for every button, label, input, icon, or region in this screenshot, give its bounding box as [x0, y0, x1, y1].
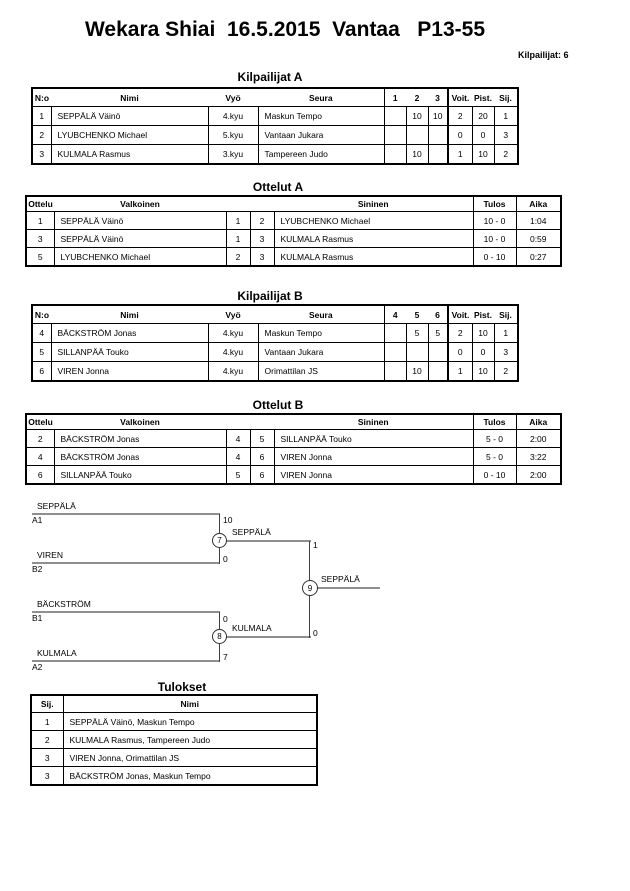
cell: KULMALA Rasmus — [274, 230, 473, 248]
bracket-line — [32, 611, 220, 613]
cell: 6 — [26, 466, 54, 485]
cell: 2 — [226, 248, 250, 267]
column-header: 5 — [406, 305, 428, 324]
column-header: Seura — [258, 305, 384, 324]
cell: 1 — [448, 362, 472, 382]
bracket-seed-label: A1 — [32, 515, 43, 525]
cell: 4.kyu — [208, 362, 258, 382]
column-header: Sij. — [494, 305, 518, 324]
table-row — [32, 145, 518, 165]
table-row — [31, 713, 317, 731]
cell: 4.kyu — [208, 343, 258, 362]
column-header: Pist. — [472, 88, 494, 107]
cell: 10 - 0 — [473, 212, 516, 230]
cell: 10 — [428, 107, 448, 126]
section-title-kilpailijat-a: Kilpailijat A — [237, 70, 303, 84]
cell: 2 — [31, 731, 63, 749]
cell: 3:22 — [516, 448, 561, 466]
cell: 0 — [448, 126, 472, 145]
cell: 10 — [472, 362, 494, 382]
column-header: Vyö — [208, 305, 258, 324]
cell: 6 — [32, 362, 51, 382]
bracket-line — [32, 513, 220, 515]
cell: SILLANPÄÄ Touko — [54, 466, 226, 485]
cell: SILLANPÄÄ Touko — [274, 430, 473, 448]
cell: 2 — [26, 430, 54, 448]
column-header: Nimi — [51, 305, 208, 324]
bracket-winner-name: SEPPÄLÄ — [232, 527, 271, 537]
cell: 1 — [226, 230, 250, 248]
cell: 5 — [428, 324, 448, 343]
cell: 10 — [406, 145, 428, 165]
column-header — [250, 196, 274, 212]
table-row — [32, 107, 518, 126]
table-row — [31, 749, 317, 767]
table-row — [31, 767, 317, 786]
cell: 0 - 10 — [473, 248, 516, 267]
cell: 1 — [32, 107, 51, 126]
column-header — [226, 196, 250, 212]
cell: 5 — [250, 430, 274, 448]
column-header: Ottelu — [26, 196, 54, 212]
table-row — [26, 248, 561, 267]
cell: 5 — [226, 466, 250, 485]
table-row — [31, 731, 317, 749]
cell: 10 — [472, 145, 494, 165]
cell: 20 — [472, 107, 494, 126]
cell: 10 — [472, 324, 494, 343]
column-header: N:o — [32, 305, 51, 324]
table-row — [26, 230, 561, 248]
cell: 3 — [26, 230, 54, 248]
column-header: Tulos — [473, 196, 516, 212]
column-header: Nimi — [63, 695, 317, 713]
column-header: Sininen — [274, 196, 473, 212]
column-header: Aika — [516, 414, 561, 430]
column-header: Pist. — [472, 305, 494, 324]
cell: KULMALA Rasmus — [51, 145, 208, 165]
column-header: Voit. — [448, 88, 472, 107]
column-header: Ottelu — [26, 414, 54, 430]
cell: 2 — [32, 126, 51, 145]
cell: 6 — [250, 466, 274, 485]
cell: BÄCKSTRÖM Jonas — [54, 448, 226, 466]
cell: 0 — [472, 126, 494, 145]
cell: 2 — [494, 362, 518, 382]
column-header: Sininen — [274, 414, 473, 430]
section-title-ottelut-a: Ottelut A — [252, 180, 304, 194]
column-header: N:o — [32, 88, 51, 107]
column-header: Valkoinen — [54, 196, 226, 212]
cell: VIREN Jonna — [274, 466, 473, 485]
cell: 4 — [226, 430, 250, 448]
match-number-circle: 8 — [212, 629, 227, 644]
bracket-seed-label: B1 — [32, 613, 43, 623]
cell: 10 — [406, 362, 428, 382]
cell: 3 — [250, 230, 274, 248]
cell: 2 — [494, 145, 518, 165]
cell: 4 — [26, 448, 54, 466]
cell: 10 - 0 — [473, 230, 516, 248]
cell: LYUBCHENKO Michael — [51, 126, 208, 145]
bracket-line — [310, 587, 380, 589]
bracket-winner-name: KULMALA — [232, 623, 272, 633]
cell: 4 — [32, 324, 51, 343]
bracket-competitor-name: VIREN — [37, 550, 63, 560]
cell: SEPPÄLÄ Väinö — [54, 212, 226, 230]
header-row — [31, 695, 317, 713]
cell: 4 — [226, 448, 250, 466]
cell — [384, 343, 406, 362]
ottelut-a-table — [25, 195, 562, 267]
cell: 2:00 — [516, 466, 561, 485]
column-header: Nimi — [51, 88, 208, 107]
competitor-count: Kilpailijat: 6 — [518, 50, 569, 60]
column-header: 3 — [428, 88, 448, 107]
bracket-score: 7 — [223, 652, 228, 662]
cell: 4.kyu — [208, 107, 258, 126]
cell: SILLANPÄÄ Touko — [51, 343, 208, 362]
bracket-winner-name: SEPPÄLÄ — [321, 574, 360, 584]
cell: 1 — [26, 212, 54, 230]
header-row — [32, 305, 518, 324]
cell — [406, 343, 428, 362]
bracket-seed-label: A2 — [32, 662, 43, 672]
column-header: Seura — [258, 88, 384, 107]
column-header — [250, 414, 274, 430]
cell: 1:04 — [516, 212, 561, 230]
column-header: Valkoinen — [54, 414, 226, 430]
cell: 3 — [494, 343, 518, 362]
bracket-score: 0 — [313, 628, 318, 638]
cell: 3 — [31, 767, 63, 786]
cell — [384, 362, 406, 382]
bracket-line — [32, 562, 220, 564]
bracket-competitor-name: BÄCKSTRÖM — [37, 599, 91, 609]
table-row — [32, 362, 518, 382]
cell: VIREN Jonna, Orimattilan JS — [63, 749, 317, 767]
bracket-line — [32, 660, 220, 662]
cell: BÄCKSTRÖM Jonas — [51, 324, 208, 343]
cell: 1 — [226, 212, 250, 230]
bracket-line — [220, 636, 311, 638]
cell: 2 — [448, 107, 472, 126]
column-header: Sij. — [31, 695, 63, 713]
cell: Orimattilan JS — [258, 362, 384, 382]
cell: 3 — [31, 749, 63, 767]
cell: VIREN Jonna — [51, 362, 208, 382]
column-header: Aika — [516, 196, 561, 212]
cell: 5 — [406, 324, 428, 343]
bracket-seed-label: B2 — [32, 564, 43, 574]
cell: 5 — [26, 248, 54, 267]
cell — [384, 324, 406, 343]
kilpailijat-b-table — [31, 304, 519, 382]
column-header: 2 — [406, 88, 428, 107]
bracket-score: 10 — [223, 515, 233, 525]
cell: Maskun Tempo — [258, 107, 384, 126]
cell: 10 — [406, 107, 428, 126]
cell — [428, 343, 448, 362]
cell: KULMALA Rasmus — [274, 248, 473, 267]
table-row — [32, 126, 518, 145]
header-row — [26, 196, 561, 212]
cell: 5 - 0 — [473, 448, 516, 466]
cell: 3 — [250, 248, 274, 267]
cell — [428, 126, 448, 145]
ottelut-b-table — [25, 413, 562, 485]
cell: 3 — [32, 145, 51, 165]
cell — [384, 126, 406, 145]
table-row — [26, 448, 561, 466]
table-row — [32, 343, 518, 362]
kilpailijat-a-table — [31, 87, 519, 165]
cell: Vantaan Jukara — [258, 343, 384, 362]
cell: Maskun Tempo — [258, 324, 384, 343]
column-header: Sij. — [494, 88, 518, 107]
cell: 0:59 — [516, 230, 561, 248]
cell: Tampereen Judo — [258, 145, 384, 165]
cell: 4.kyu — [208, 324, 258, 343]
cell: 1 — [448, 145, 472, 165]
cell: 3.kyu — [208, 145, 258, 165]
column-header: Voit. — [448, 305, 472, 324]
tulokset-table — [30, 694, 318, 786]
cell — [384, 145, 406, 165]
table-row — [26, 466, 561, 485]
cell: LYUBCHENKO Michael — [274, 212, 473, 230]
column-header: Vyö — [208, 88, 258, 107]
cell: 2 — [448, 324, 472, 343]
cell: 0 — [448, 343, 472, 362]
column-header: Tulos — [473, 414, 516, 430]
cell: 5.kyu — [208, 126, 258, 145]
cell: KULMALA Rasmus, Tampereen Judo — [63, 731, 317, 749]
cell: 5 - 0 — [473, 430, 516, 448]
cell: 0 — [472, 343, 494, 362]
cell: 3 — [494, 126, 518, 145]
table-row — [32, 324, 518, 343]
section-title-tulokset: Tulokset — [157, 680, 207, 694]
cell: BÄCKSTRÖM Jonas, Maskun Tempo — [63, 767, 317, 786]
section-title-ottelut-b: Ottelut B — [252, 398, 304, 412]
cell: 2:00 — [516, 430, 561, 448]
column-header: 6 — [428, 305, 448, 324]
cell — [428, 145, 448, 165]
bracket-score: 0 — [223, 614, 228, 624]
header-row — [32, 88, 518, 107]
cell: 0 - 10 — [473, 466, 516, 485]
cell: 5 — [32, 343, 51, 362]
match-number-circle: 7 — [212, 533, 227, 548]
cell: SEPPÄLÄ Väinö — [51, 107, 208, 126]
section-title-kilpailijat-b: Kilpailijat B — [237, 289, 303, 303]
cell — [406, 126, 428, 145]
bracket-competitor-name: SEPPÄLÄ — [37, 501, 76, 511]
bracket-line — [220, 540, 311, 542]
cell: VIREN Jonna — [274, 448, 473, 466]
column-header: 1 — [384, 88, 406, 107]
cell — [428, 362, 448, 382]
match-number-circle: 9 — [302, 580, 318, 596]
cell: 1 — [31, 713, 63, 731]
table-row — [26, 430, 561, 448]
header-row — [26, 414, 561, 430]
cell: Vantaan Jukara — [258, 126, 384, 145]
cell: LYUBCHENKO Michael — [54, 248, 226, 267]
page-title: Wekara Shiai 16.5.2015 Vantaa P13-55 — [84, 18, 486, 41]
cell: 6 — [250, 448, 274, 466]
bracket-score: 1 — [313, 540, 318, 550]
cell — [384, 107, 406, 126]
cell: SEPPÄLÄ Väinö, Maskun Tempo — [63, 713, 317, 731]
cell: BÄCKSTRÖM Jonas — [54, 430, 226, 448]
column-header — [226, 414, 250, 430]
cell: SEPPÄLÄ Väinö — [54, 230, 226, 248]
column-header: 4 — [384, 305, 406, 324]
bracket-competitor-name: KULMALA — [37, 648, 77, 658]
cell: 1 — [494, 324, 518, 343]
table-row — [26, 212, 561, 230]
cell: 2 — [250, 212, 274, 230]
bracket-score: 0 — [223, 554, 228, 564]
cell: 1 — [494, 107, 518, 126]
cell: 0:27 — [516, 248, 561, 267]
